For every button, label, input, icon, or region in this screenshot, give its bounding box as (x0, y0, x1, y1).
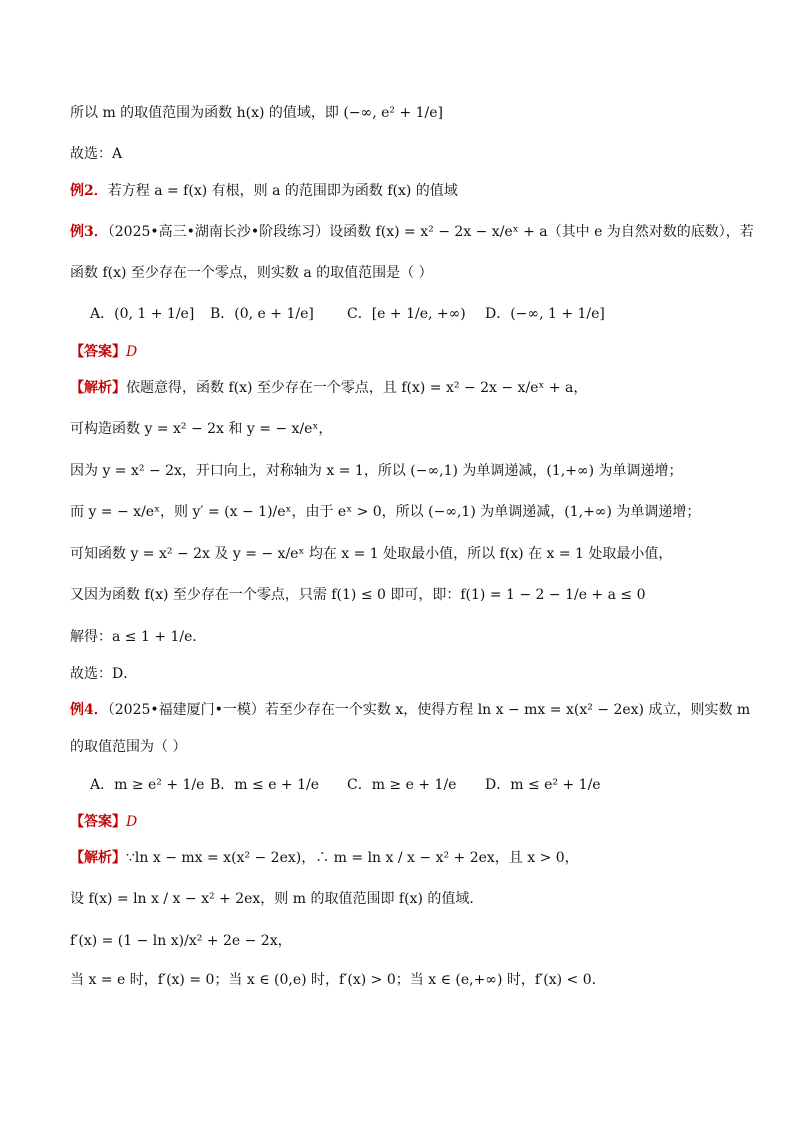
ex4-option-b: B．m ≤ e + 1/e (210, 777, 320, 793)
text-line: 而 y = − x/eˣ，则 y′ = (x − 1)/eˣ，由于 eˣ > 0，所以 (−∞,1) 为单调递减，(1,+∞) 为单调递增； (70, 504, 701, 520)
ex3-option-c: C．[e + 1/e, +∞) (347, 306, 466, 322)
example-label: 例2． (70, 183, 108, 199)
example-label: 例4． (70, 702, 108, 718)
text-line: 因为 y = x² − 2x，开口向上，对称轴为 x = 1，所以 (−∞,1) 为单调递减，(1,+∞) 为单调递增； (70, 463, 683, 479)
analysis-line: 【解析】∵ln x − mx = x(x² − 2ex)，∴ m = ln x / x − x² + 2ex，且 x > 0， (70, 850, 579, 866)
text-line: 当 x = e 时，f′(x) = 0；当 x ∈ (0,e) 时，f′(x) > 0；当 x ∈ (e,+∞) 时，f′(x) < 0． (70, 972, 606, 988)
text-line: 可知函数 y = x² − 2x 及 y = − x/eˣ 均在 x = 1 处取最小值，所以 f(x) 在 x = 1 处取最小值， (70, 546, 673, 562)
text-line: 故选：A (70, 146, 123, 162)
ex3-option-b: B．(0, e + 1/e] (210, 306, 314, 322)
text-line: f′(x) = (1 − ln x)/x² + 2e − 2x， (70, 933, 292, 949)
answer-line: 【答案】D (70, 344, 138, 360)
ex3-option-a: A．(0, 1 + 1/e] (90, 306, 195, 322)
analysis-line: 【解析】依题意得，函数 f(x) 至少存在一个零点，且 f(x) = x² − 2x − x/eˣ + a， (70, 380, 588, 396)
ex4-option-c: C．m ≥ e + 1/e (347, 777, 457, 793)
text-line: 又因为函数 f(x) 至少存在一个零点，只需 f(1) ≤ 0 即可，即：f(1) = 1 − 2 − 1/e + a ≤ 0 (70, 587, 646, 603)
text-line: 解得：a ≤ 1 + 1/e． (70, 629, 207, 645)
text-line: 可构造函数 y = x² − 2x 和 y = − x/eˣ， (70, 421, 333, 437)
example-2: 例2．若方程 a = f(x) 有根，则 a 的范围即为函数 f(x) 的值域 (70, 183, 458, 199)
ex3-option-d: D．(−∞, 1 + 1/e] (485, 306, 605, 322)
text-line: 所以 m 的取值范围为函数 h(x) 的值域，即 (−∞, e² + 1/e] (70, 105, 444, 121)
text-line: 故选：D． (70, 666, 138, 682)
text-line: 设 f(x) = ln x / x − x² + 2ex，则 m 的取值范围即 f(x) 的值域． (70, 891, 484, 907)
example-label: 例3． (70, 224, 108, 240)
text-line: 的取值范围为（ ） (70, 739, 187, 755)
example-3: 例3．（2025•高三•湖南长沙•阶段练习）设函数 f(x) = x² − 2x − x/eˣ + a（其中 e 为自然对数的底数），若 (70, 224, 754, 240)
ex4-option-a: A．m ≥ e² + 1/e (90, 777, 205, 793)
example-4: 例4．（2025•福建厦门•一模）若至少存在一个实数 x，使得方程 ln x − mx = x(x² − 2ex) 成立，则实数 m (70, 702, 751, 718)
text-line: 函数 f(x) 至少存在一个零点，则实数 a 的取值范围是（ ） (70, 265, 433, 281)
ex4-option-d: D．m ≤ e² + 1/e (485, 777, 601, 793)
answer-line: 【答案】D (70, 814, 138, 830)
